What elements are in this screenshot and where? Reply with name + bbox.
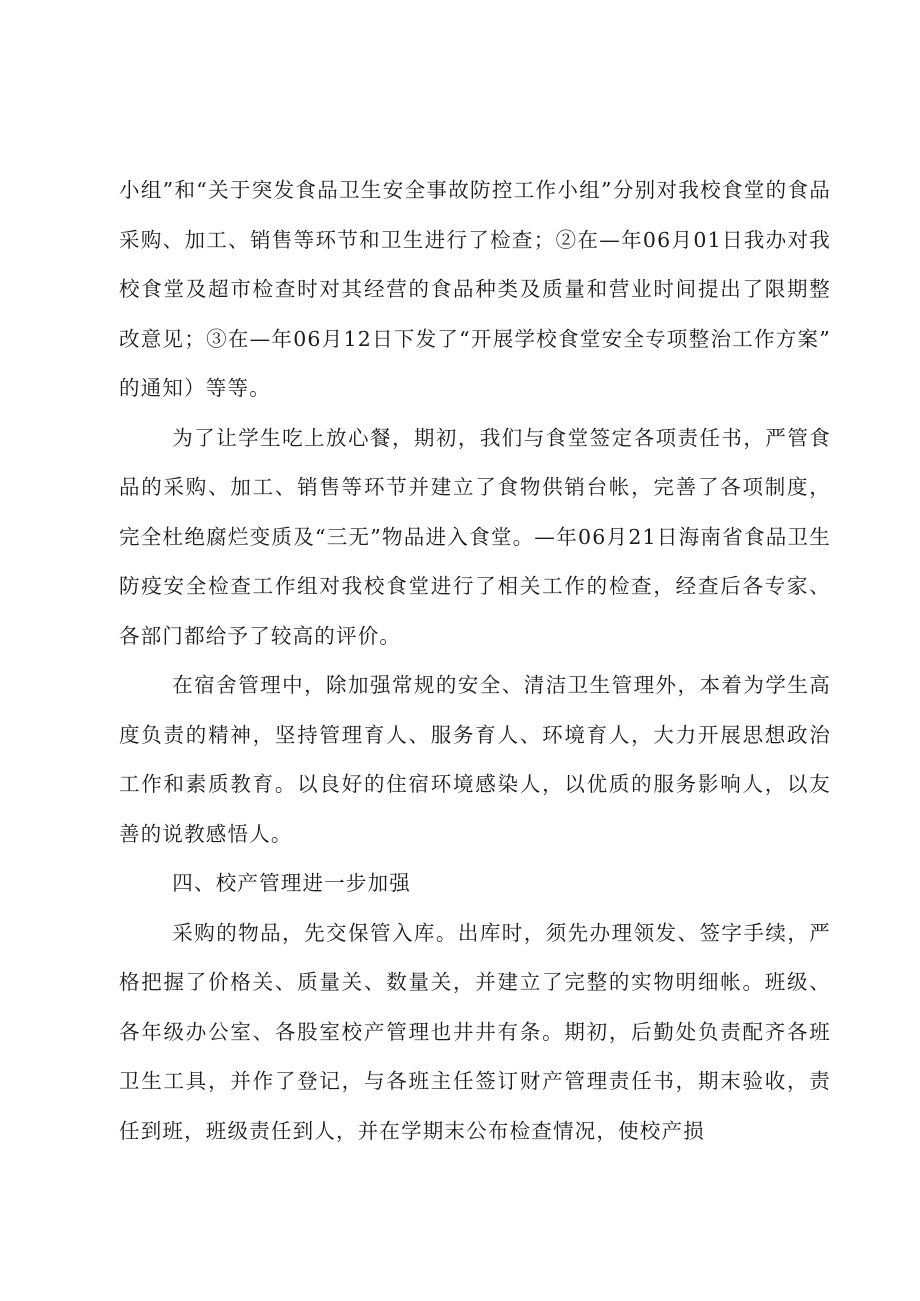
section-heading-asset-management: 四、校产管理进一步加强 — [172, 871, 411, 895]
paragraph-dormitory-management: 在宿舍管理中，除加强常规的安全、清洁卫生管理外，本着为学生高度负责的精神，坚持管理育人、服务育人、环境育人，大力开展思想政治工作和素质教育。以良好的住宿环境感染人，以优质的服务影响人，以友善的说教感悟人。 — [119, 673, 831, 846]
paragraph-asset-procurement: 采购的物品，先交保管入库。出库时，须先办理领发、签字手续，严格把握了价格关、质量关、数量关，并建立了完整的实物明细帐。班级、各年级办公室、各股室校产管理也井井有条。期初，后勤处负责配齐各班卫生工具，并作了登记，与各班主任签订财产管理责任书，期末验收，责任到班，班级责任到人，并在学期末公布检查情况，使校产损 — [119, 920, 831, 1143]
paragraph-canteen-safety: 为了让学生吃上放心餐，期初，我们与食堂签定各项责任书，严管食品的采购、加工、销售等环节并建立了食物供销台帐，完善了各项制度，完全杜绝腐烂变质及“三无”物品进入食堂。—年06月21日海南省食品卫生防疫安全检查工作组对我校食堂进行了相关工作的检查，经查后各专家、各部门都给予了较高的评价。 — [119, 425, 831, 648]
paragraph-canteen-inspection: 小组”和“关于突发食品卫生安全事故防控工作小组”分别对我校食堂的食品采购、加工、销售等环节和卫生进行了检查；②在—年06月01日我办对我校食堂及超市检查时对其经营的食品种类及质量和营业时间提出了限期整改意见；③在—年06月12日下发了“开展学校食堂安全专项整治工作方案”的通知）等等。 — [119, 178, 831, 400]
document-body — [119, 166, 831, 1156]
